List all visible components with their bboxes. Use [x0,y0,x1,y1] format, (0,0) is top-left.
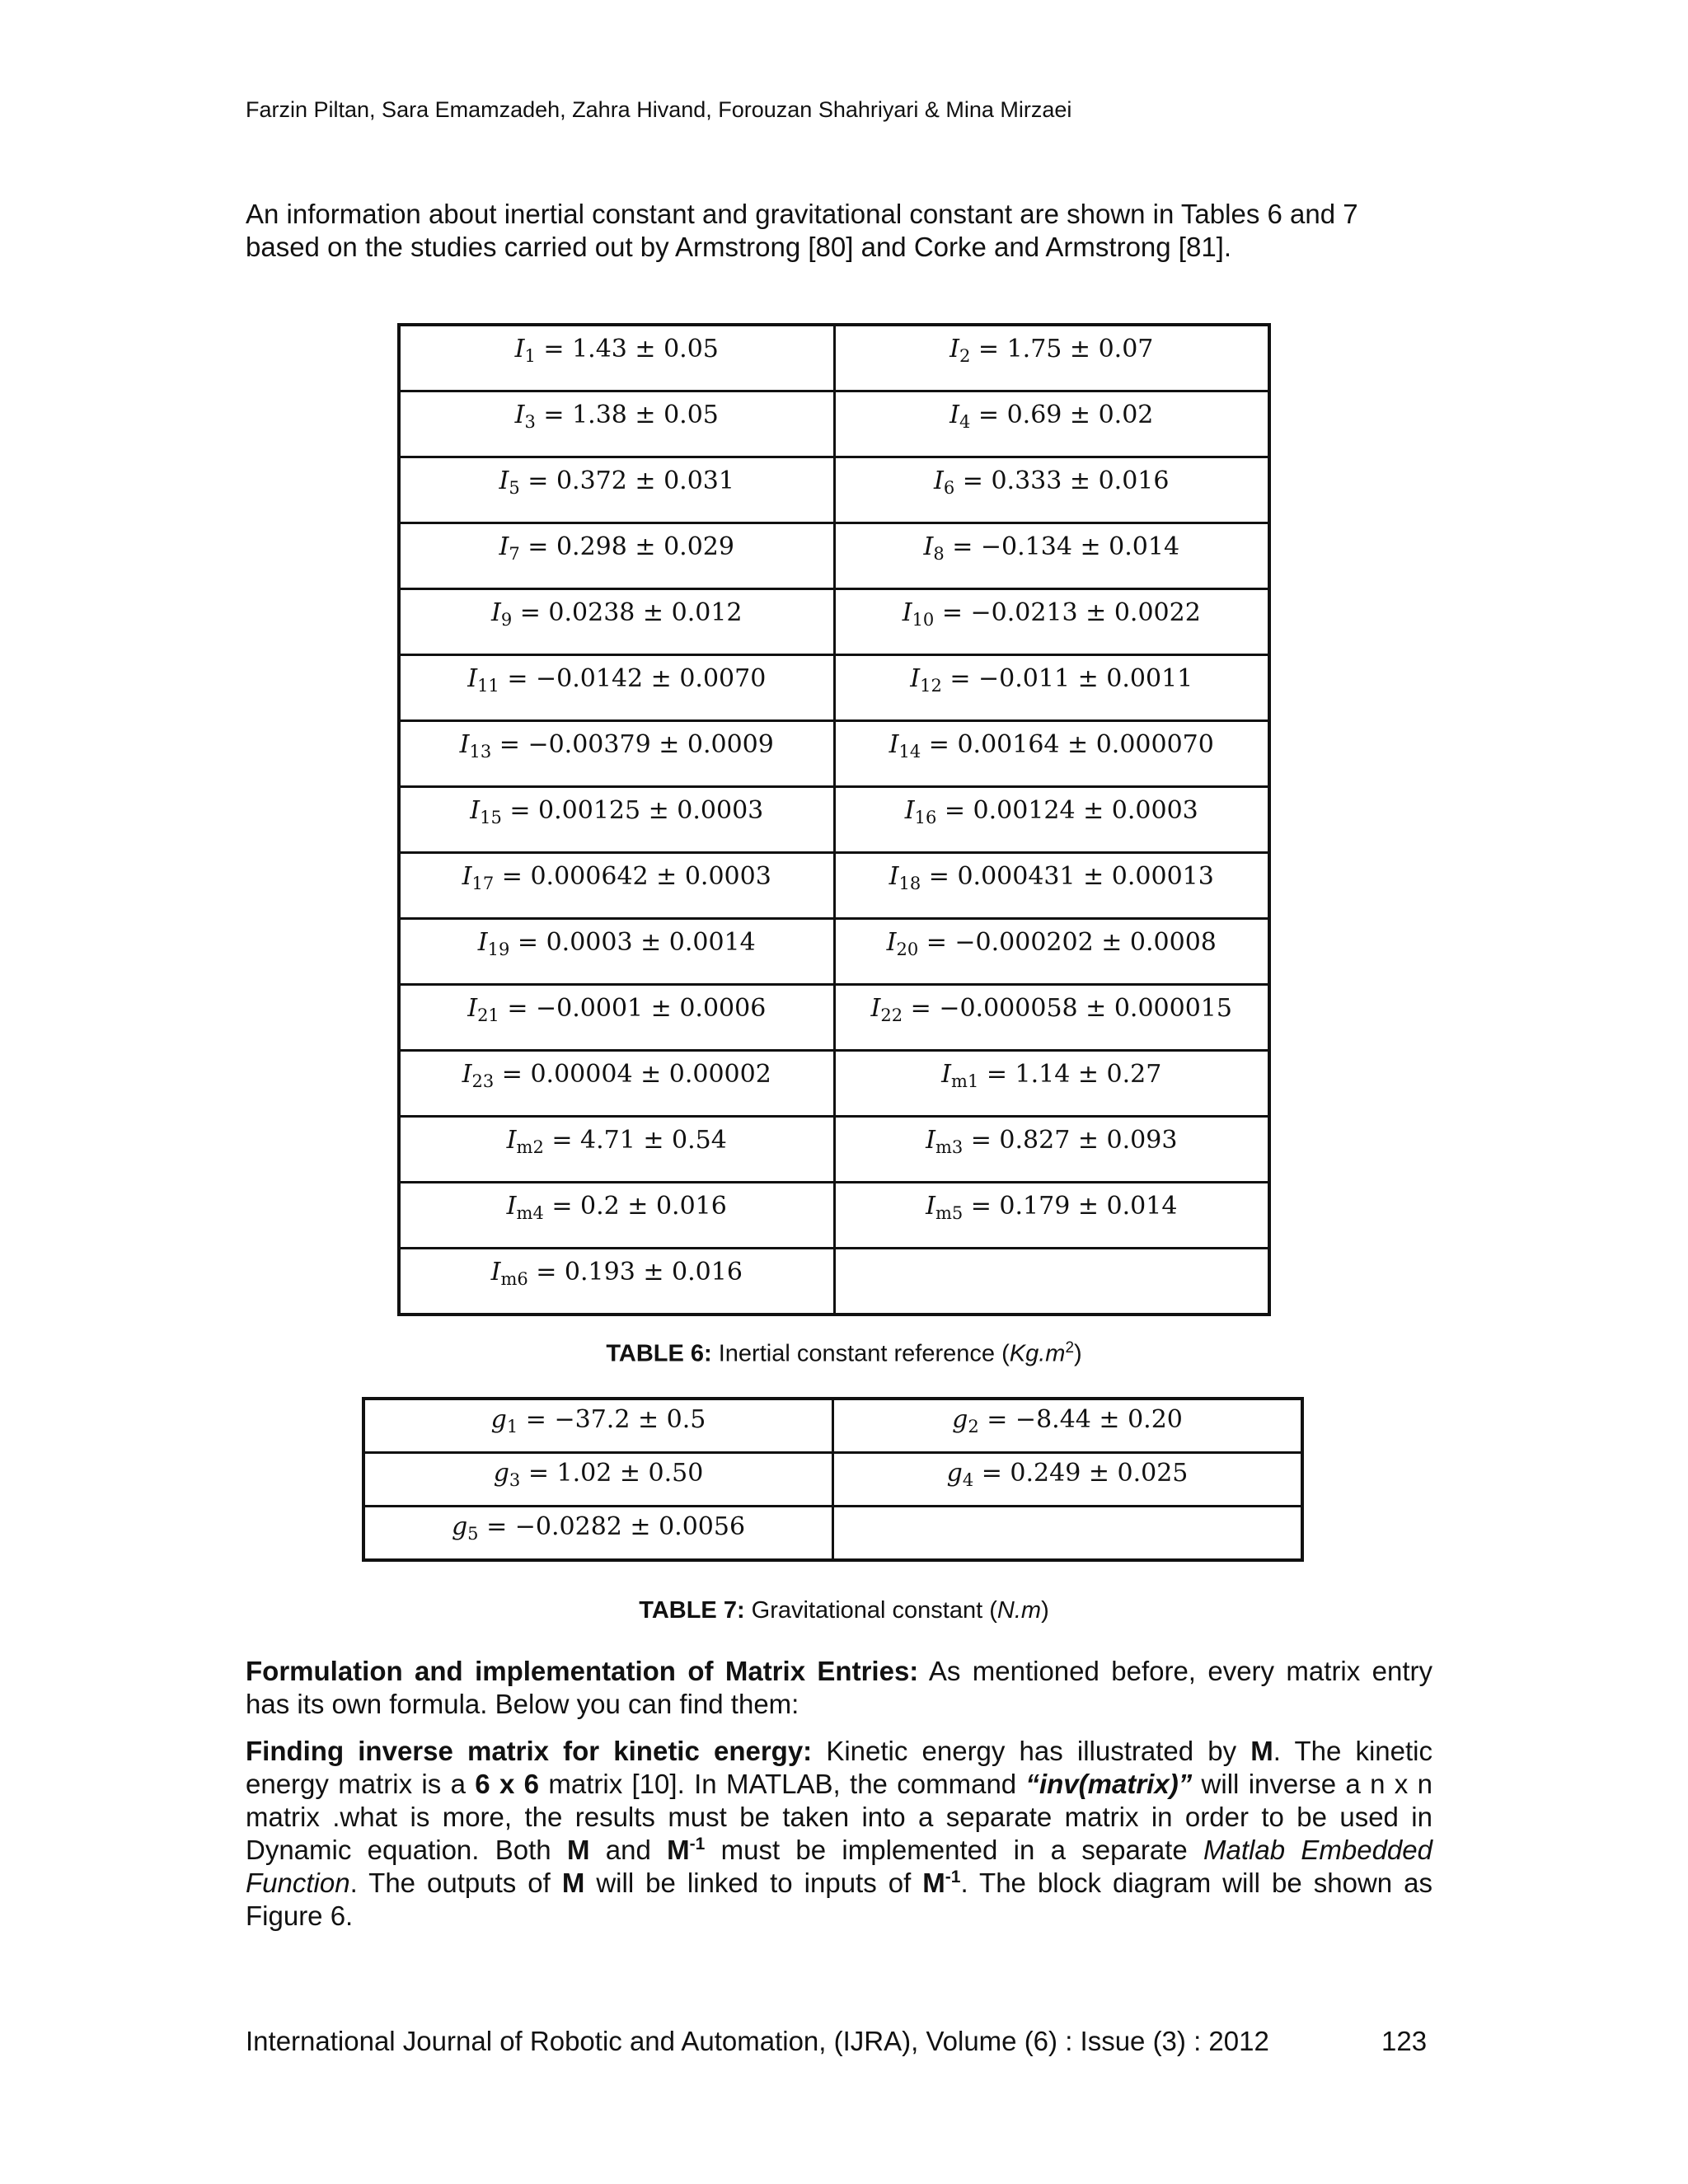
constant-symbol [491,1405,518,1434]
table6-caption [0,1339,1688,1368]
symbol-subscript: 10 [912,610,935,630]
constant-symbol [514,335,536,366]
constant-value: = 0.000642 ± 0.0003 [494,862,771,891]
symbol-letter: I [904,796,915,825]
symbol-subscript: 21 [477,1005,499,1025]
symbol-letter: I [506,1126,517,1155]
table-cell [399,721,834,787]
table-row [399,391,1269,457]
constant-value: = −0.000202 ± 0.0008 [918,928,1217,957]
symbol-letter: I [886,928,897,957]
para-text: Kinetic energy has illustrated by [812,1736,1251,1766]
table-cell [399,1183,834,1249]
inverse-matrix-symbol: M [667,1835,690,1865]
symbol-subscript: 4 [959,412,971,432]
matlab-command: “inv(matrix)” [1025,1769,1193,1799]
symbol-subscript: 2 [968,1417,979,1436]
table-row [363,1453,1302,1507]
table-cell [399,919,834,985]
table-row [399,1051,1269,1117]
symbol-subscript: m2 [516,1137,544,1157]
symbol-letter: g [493,1459,509,1488]
constant-symbol [462,862,495,891]
constant-value: = 0.372 ± 0.031 [519,466,734,495]
constant-expression [401,392,833,432]
gravitational-constant-table [362,1397,1304,1562]
constant-symbol [947,1459,974,1488]
constant-expression [836,722,1268,762]
table-cell [834,457,1269,523]
constant-value: = −0.000058 ± 0.000015 [903,994,1232,1023]
constant-value: = 1.38 ± 0.05 [535,401,719,429]
symbol-subscript: 22 [880,1005,903,1025]
constant-value: = 0.69 ± 0.02 [970,401,1154,429]
constant-expression [836,854,1268,891]
para-text: . The outputs of [349,1868,562,1898]
symbol-letter: I [889,862,899,891]
table-row [399,721,1269,787]
symbol-subscript: 23 [471,1071,495,1091]
symbol-subscript: 15 [480,808,502,827]
constant-expression [836,1118,1268,1155]
table7-caption-label: TABLE 7: [639,1597,745,1624]
symbol-subscript: 3 [509,1470,521,1490]
table-row [399,853,1269,919]
table-row [399,325,1269,391]
para-text: will inverse a n x n matrix .what is more, the results must be taken into a separate matrix in order to be used in Dynamic equation. Both [246,1769,1433,1865]
constant-expression [401,1118,833,1155]
symbol-letter: I [889,730,899,759]
inverse-matrix-paragraph [246,1735,1432,1933]
constant-symbol [952,1405,979,1434]
matrix-entries-text: As mentioned before, every matrix entry has its own formula. Below you can find them: [246,1656,1433,1719]
table-cell [363,1453,833,1507]
constant-expression [401,920,833,957]
symbol-letter: g [451,1512,468,1541]
symbol-subscript: m4 [516,1203,544,1223]
symbol-subscript: 19 [487,940,510,959]
table6-caption-unit: Kg.m [1009,1340,1066,1367]
constant-expression [834,1507,1301,1512]
constant-expression [836,524,1268,564]
table-cell [399,589,834,655]
constant-value: = 0.000431 ± 0.00013 [921,862,1214,891]
constant-value: = 4.71 ± 0.54 [543,1126,727,1155]
symbol-letter: I [902,598,912,627]
table-cell [399,787,834,853]
inertial-constant-table [397,323,1271,1316]
symbol-subscript: 13 [469,742,492,762]
constant-symbol [889,730,921,762]
para-text: must be implemented in a separate [705,1835,1204,1865]
table-row [363,1507,1302,1561]
constant-symbol [950,401,971,432]
symbol-letter: g [952,1405,968,1434]
constant-value: = 0.298 ± 0.029 [519,532,734,561]
symbol-subscript: m3 [935,1137,964,1157]
constant-value: = −0.0142 ± 0.0070 [499,664,767,693]
constant-value: = 0.0238 ± 0.012 [512,598,743,627]
journal-footer: International Journal of Robotic and Automation, (IJRA), Volume (6) : Issue (3) : 2012 [246,2026,1269,2056]
table-cell [834,325,1269,391]
inertial-constant-table-body [399,325,1269,1315]
constant-expression [401,854,833,891]
para-text: matrix [10]. In MATLAB, the command [539,1769,1026,1799]
table-row [399,589,1269,655]
table-cell [399,1051,834,1117]
constant-value: = −0.0213 ± 0.0022 [934,598,1201,627]
symbol-subscript: 16 [914,808,937,827]
constant-value: = 1.75 ± 0.07 [970,335,1154,363]
constant-expression [365,1507,832,1544]
constant-expression [836,656,1268,696]
table-cell [834,1117,1269,1183]
constant-symbol [934,466,955,498]
symbol-letter: I [923,532,934,561]
symbol-letter: I [910,664,921,693]
inverse-matrix-heading: Finding inverse matrix for kinetic energy: [246,1736,813,1766]
constant-symbol [490,1258,528,1289]
constant-expression [401,722,833,762]
constant-symbol [889,862,921,891]
embedded-function-term: Matlab Embedded Function [246,1835,1432,1898]
table-cell [834,589,1269,655]
constant-expression [401,524,833,564]
table-cell [834,523,1269,589]
constant-value: = 0.00124 ± 0.0003 [936,796,1198,825]
constant-value: = 0.193 ± 0.016 [528,1258,743,1286]
constant-expression [401,986,833,1023]
matrix-entries-paragraph [246,1655,1432,1721]
inverse-exponent: -1 [945,1868,961,1886]
symbol-letter: I [462,862,472,891]
matrix-size: 6 x 6 [475,1769,540,1799]
constant-symbol [490,598,513,630]
constant-value: = 1.43 ± 0.05 [535,335,719,363]
symbol-letter: I [514,401,525,429]
table-cell [399,457,834,523]
table-cell [834,655,1269,721]
constant-value: = 0.827 ± 0.093 [963,1126,1178,1155]
inverse-matrix-symbol: M [922,1868,945,1898]
constant-value: = 0.00004 ± 0.00002 [494,1060,771,1089]
table-cell [834,1249,1269,1315]
symbol-letter: g [490,1405,507,1434]
constant-expression [836,392,1268,432]
symbol-subscript: m1 [951,1071,979,1091]
constant-symbol [941,1060,978,1089]
constant-expression [834,1454,1301,1488]
para-text: will be linked to inputs of [584,1868,923,1898]
constant-symbol [514,401,536,432]
symbol-subscript: 3 [524,412,536,432]
symbol-letter: I [950,401,959,429]
symbol-subscript: 6 [943,478,955,498]
table-row [399,655,1269,721]
constant-symbol [902,598,935,630]
table-cell [834,391,1269,457]
constant-symbol [507,1126,544,1155]
constant-value: = −0.0282 ± 0.0056 [478,1512,746,1541]
table-cell [363,1507,833,1561]
constant-symbol [459,730,492,762]
constant-symbol [871,994,903,1023]
constant-symbol [467,994,499,1023]
symbol-subscript: 5 [467,1524,479,1544]
constant-expression [365,1454,832,1488]
constant-expression [836,788,1268,825]
symbol-letter: I [941,1060,952,1089]
constant-expression [836,986,1268,1023]
constant-expression [834,1400,1301,1434]
table-row [399,787,1269,853]
constant-expression [401,590,833,630]
symbol-letter: I [499,466,509,495]
symbol-subscript: 5 [509,478,520,498]
constant-value: = 0.00125 ± 0.0003 [501,796,764,825]
matrix-symbol: M [561,1868,585,1898]
constant-expression [836,1249,1268,1258]
symbol-letter: I [506,1192,517,1221]
table-row [399,985,1269,1051]
constant-symbol [507,1192,544,1221]
table-row [399,1117,1269,1183]
constant-symbol [926,1192,963,1221]
symbol-letter: I [470,796,481,825]
constant-value: = 1.02 ± 0.50 [520,1459,704,1488]
constant-symbol [467,664,499,696]
constant-symbol [910,664,942,696]
constant-expression [836,1183,1268,1221]
table-cell [399,523,834,589]
constant-symbol [499,532,520,564]
gravitational-constant-table-body [363,1399,1302,1560]
table-cell [399,1249,834,1315]
matrix-symbol: M [566,1835,590,1865]
symbol-letter: I [870,994,881,1023]
para-text: and [589,1835,668,1865]
symbol-subscript: 4 [962,1470,974,1490]
symbol-subscript: 11 [477,676,499,696]
table-cell [833,1507,1303,1561]
constant-symbol [494,1459,521,1488]
table-cell [834,985,1269,1051]
constant-symbol [462,1060,495,1089]
para-text: . The block diagram will be shown as Figure 6. [246,1868,1432,1931]
table-cell [834,919,1269,985]
constant-symbol [905,796,937,825]
symbol-letter: g [946,1459,963,1488]
constant-symbol [926,1126,963,1155]
running-header: Farzin Piltan, Sara Emamzadeh, Zahra Hivand, Forouzan Shahriyari & Mina Mirzaei [246,97,1072,122]
table-cell [399,325,834,391]
table-cell [834,853,1269,919]
symbol-letter: I [926,1126,935,1155]
constant-expression [836,1052,1268,1089]
matrix-symbol: M [1250,1736,1273,1766]
constant-value: = −0.00379 ± 0.0009 [491,730,774,759]
constant-value: = 0.0003 ± 0.0014 [509,928,756,957]
symbol-subscript: 1 [506,1417,518,1436]
symbol-letter: I [467,994,478,1023]
symbol-subscript: 12 [920,676,942,696]
symbol-letter: I [934,466,944,495]
constant-symbol [451,1512,479,1544]
matrix-entries-heading: Formulation and implementation of Matrix Entries: [246,1656,919,1686]
constant-expression [401,458,833,498]
table-row [399,523,1269,589]
table6-caption-label: TABLE 6: [606,1340,712,1367]
constant-expression [836,920,1268,957]
symbol-subscript: 7 [509,544,520,564]
table-row [399,1183,1269,1249]
symbol-subscript: 17 [471,874,495,893]
constant-symbol [950,335,971,366]
table7-caption-close: ) [1041,1597,1049,1624]
constant-symbol [470,796,502,825]
constant-value: = 0.2 ± 0.016 [543,1192,727,1221]
table-cell [834,721,1269,787]
symbol-subscript: 14 [898,742,921,762]
para-text: . The kinetic energy matrix is a [246,1736,1432,1799]
constant-symbol [923,532,945,564]
constant-symbol [499,466,520,498]
table-cell [399,655,834,721]
intro-paragraph: An information about inertial constant and gravitational constant are shown in Tables 6 and 7 based on the studies carried out by Armstrong [80] and Corke and Armstrong [81]. [246,199,1358,262]
table6-caption-close: ) [1074,1340,1082,1367]
symbol-letter: I [926,1192,935,1221]
constant-expression [401,1052,833,1089]
table-cell [399,853,834,919]
constant-expression [401,326,833,366]
symbol-subscript: m5 [935,1203,964,1223]
table-cell [399,1117,834,1183]
constant-value: = 1.14 ± 0.27 [978,1060,1162,1089]
symbol-subscript: 2 [959,346,971,366]
symbol-subscript: 1 [524,346,536,366]
table-row [399,457,1269,523]
table-cell [833,1399,1303,1453]
symbol-letter: I [490,598,501,627]
constant-expression [401,1183,833,1221]
table6-caption-unit-exp: 2 [1065,1339,1075,1357]
table-cell [833,1453,1303,1507]
constant-expression [401,656,833,696]
table-row [399,1249,1269,1315]
constant-symbol [478,928,510,957]
constant-expression [365,1400,832,1434]
table7-caption-unit: N.m [996,1597,1042,1624]
table-cell [834,1051,1269,1117]
symbol-letter: I [462,1060,472,1089]
symbol-subscript: 18 [898,874,921,893]
constant-expression [401,1249,833,1289]
constant-expression [836,590,1268,630]
page-number: 123 [1381,2026,1428,2056]
constant-value: = 0.249 ± 0.025 [973,1459,1189,1488]
constant-value: = −37.2 ± 0.5 [518,1405,706,1434]
table7-caption [0,1597,1688,1624]
symbol-letter: I [459,730,470,759]
constant-expression [836,458,1268,498]
constant-value: = −0.0001 ± 0.0006 [499,994,767,1023]
table7-caption-text: Gravitational constant ( [744,1597,997,1624]
constant-value: = 0.179 ± 0.014 [963,1192,1178,1221]
constant-expression [836,326,1268,366]
symbol-letter: I [499,532,509,561]
symbol-letter: I [467,664,478,693]
constant-value: = 0.333 ± 0.016 [954,466,1170,495]
symbol-subscript: m6 [500,1269,528,1289]
constant-value: = −0.011 ± 0.0011 [941,664,1193,693]
inverse-exponent: -1 [689,1835,706,1854]
table-cell [363,1399,833,1453]
symbol-letter: I [477,928,488,957]
symbol-subscript: 20 [896,940,919,959]
table-cell [399,391,834,457]
constant-value: = 0.00164 ± 0.000070 [921,730,1214,759]
constant-symbol [887,928,919,957]
table-cell [834,787,1269,853]
constant-expression [401,788,833,825]
table-cell [834,1183,1269,1249]
table-row [399,919,1269,985]
symbol-letter: I [514,335,525,363]
table6-caption-text: Inertial constant reference ( [711,1340,1010,1367]
symbol-subscript: 9 [500,610,513,630]
symbol-letter: I [490,1258,501,1286]
table-row [363,1399,1302,1453]
table-cell [399,985,834,1051]
symbol-letter: I [950,335,959,363]
symbol-subscript: 8 [933,544,945,564]
constant-value: = −8.44 ± 0.20 [978,1405,1183,1434]
constant-value: = −0.134 ± 0.014 [944,532,1180,561]
